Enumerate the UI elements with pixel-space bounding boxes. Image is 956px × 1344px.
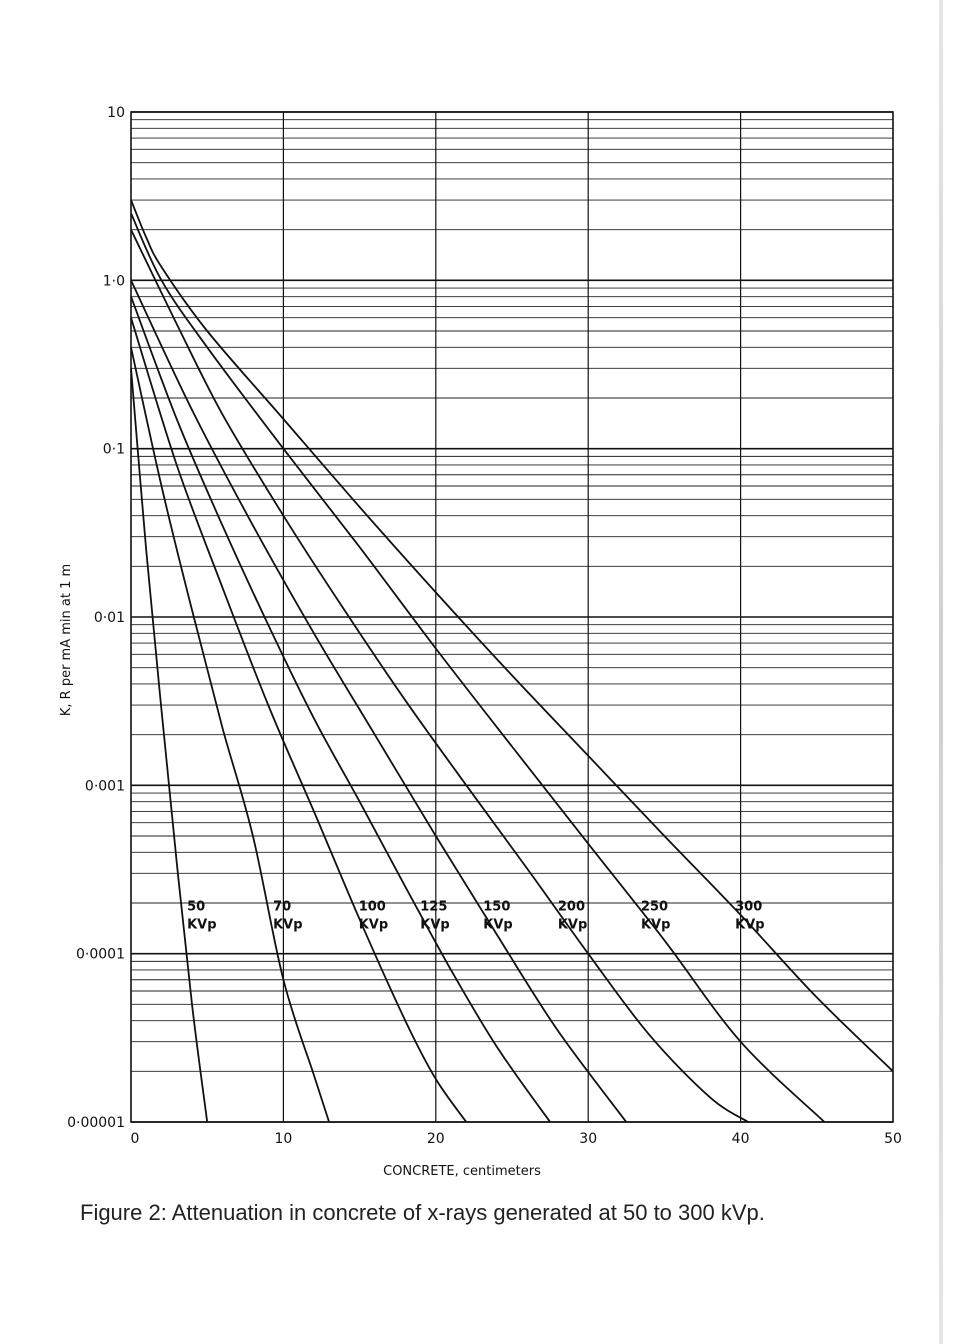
x-tick-label: 20 xyxy=(426,1131,445,1147)
x-tick-label: 50 xyxy=(884,1131,902,1147)
y-tick-label: 0·01 xyxy=(93,610,125,626)
y-tick-label: 0·0001 xyxy=(76,946,125,963)
x-tick-labels xyxy=(131,1131,902,1147)
x-tick-label: 40 xyxy=(731,1131,750,1147)
y-tick-label: 0·00001 xyxy=(67,1115,125,1131)
grid xyxy=(131,112,893,1122)
series-labels xyxy=(187,900,764,933)
x-tick-label: 30 xyxy=(579,1131,598,1147)
series-label-value: 250 xyxy=(640,899,669,915)
series-line xyxy=(131,280,626,1122)
series-label-value: 300 xyxy=(735,899,763,915)
y-tick-label: 0·001 xyxy=(84,778,125,795)
series-label-value: 200 xyxy=(557,899,586,915)
figure-caption: Figure 2: Attenuation in concrete of x-rays generated at 50 to 300 kVp. xyxy=(80,1200,765,1225)
series-lines xyxy=(131,200,893,1122)
page-edge xyxy=(939,0,943,1344)
x-tick-label: 10 xyxy=(274,1131,293,1147)
y-tick-labels xyxy=(67,105,125,1131)
series-label-unit: KVp xyxy=(640,917,671,933)
series-line xyxy=(131,368,207,1122)
series-label-value: 70 xyxy=(273,899,292,915)
series-label-unit: KVp xyxy=(557,917,588,933)
x-tick-label: 0 xyxy=(130,1131,140,1147)
y-axis-title: K, R per mA min at 1 m xyxy=(59,563,74,717)
series-label-unit: KVp xyxy=(735,917,765,933)
y-tick-label: 10 xyxy=(107,105,125,121)
series-label-value: 125 xyxy=(420,899,448,915)
series-line xyxy=(131,318,466,1122)
series-label-unit: KVp xyxy=(420,917,450,933)
series-label-value: 50 xyxy=(187,899,206,915)
series-line xyxy=(131,297,550,1122)
x-axis-title: CONCRETE, centimeters xyxy=(383,1164,541,1179)
series-label-value: 100 xyxy=(358,899,386,915)
series-label-unit: KVp xyxy=(187,917,217,933)
series-line xyxy=(131,230,748,1122)
series-label-value: 150 xyxy=(483,899,511,915)
y-tick-label: 0·1 xyxy=(102,441,125,458)
y-tick-label: 1·0 xyxy=(102,273,125,290)
series-label-unit: KVp xyxy=(483,917,513,933)
series-label-unit: KVp xyxy=(358,917,389,933)
series-label-unit: KVp xyxy=(273,917,303,933)
